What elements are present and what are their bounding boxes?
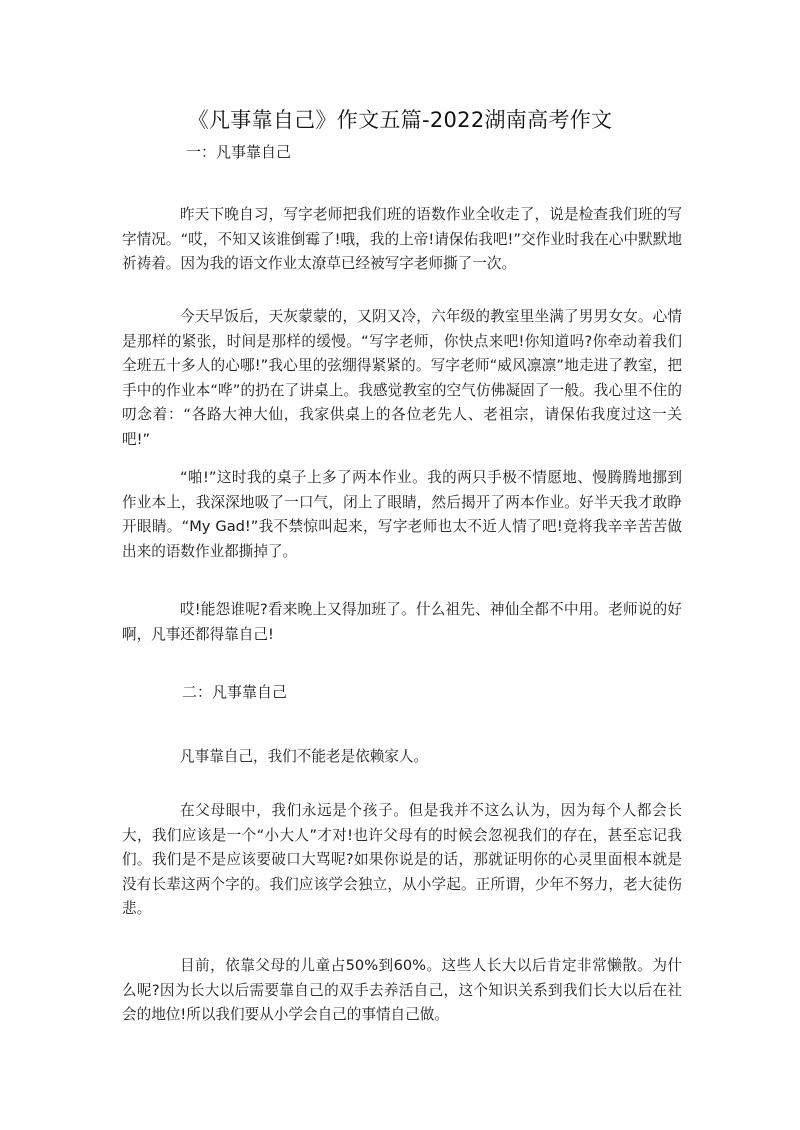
section-heading-1: 一：凡事靠自己 (186, 143, 292, 161)
paragraph: 凡事靠自己，我们不能老是依赖家人。 (180, 748, 429, 765)
document-title: 《凡事靠自己》作文五篇-2022湖南高考作文 (187, 108, 613, 132)
paragraph: 目前，依靠父母的儿童占50%到60%。这些人长大以后肯定非常懒散。为什么呢?因为长大以后需要靠自己的双手去养活自己，这个知识关系到我们长大以后在社会的地位!所以我们要从小学会自己的事情自己做。 (122, 957, 682, 1023)
section-heading-2: 二：凡事靠自己 (182, 683, 288, 701)
paragraph: 哎!能怨谁呢?看来晚上又得加班了。什么祖先、神仙全都不中用。老师说的好啊，凡事还都得靠自己! (122, 601, 682, 643)
paragraph: 昨天下晚自习，写字老师把我们班的语数作业全收走了，说是检查我们班的写字情况。“哎，不知又该谁倒霉了!哦，我的上帝!请保佑我吧!”交作业时我在心中默默地祈祷着。因为我的语文作业太潦草已经被写字老师撕了一次。 (122, 206, 682, 272)
paragraph: “啪!”这时我的桌子上多了两本作业。我的两只手极不情愿地、慢腾腾地挪到作业本上，我深深地吸了一口气，闭上了眼睛，然后揭开了两本作业。好半天我才敢睁开眼睛。“My Gad!”我不禁惊叫起来，写字老师也太不近人情了吧!竟将我辛辛苦苦做出来的语数作业都撕掉了。 (122, 469, 682, 560)
paragraph: 今天早饭后，天灰蒙蒙的，又阴又冷，六年级的教室里坐满了男男女女。心情是那样的紧张，时间是那样的缓慢。“写字老师，你快点来吧!你知道吗?你牵动着我们全班五十多人的心哪!”我心里的弦绷得紧紧的。写字老师“威风凛凛”地走进了教室，把手中的作业本“哗”的扔在了讲桌上。我感觉教室的空气仿佛凝固了一般。我心里不住的叨念着：“各路大神大仙，我家供桌上的各位老先人、老祖宗，请保佑我度过这一关吧!” (122, 308, 682, 448)
paragraph: 在父母眼中，我们永远是个孩子。但是我并不这么认为，因为每个人都会长大，我们应该是一个“小大人”才对!也许父母有的时候会忽视我们的存在，甚至忘记我们。我们是不是应该要破口大骂呢?如果你说是的话，那就证明你的心灵里面根本就是没有长辈这两个字的。我们应该学会独立，从小学起。正所谓，少年不努力，老大徒伤悲。 (122, 802, 682, 917)
